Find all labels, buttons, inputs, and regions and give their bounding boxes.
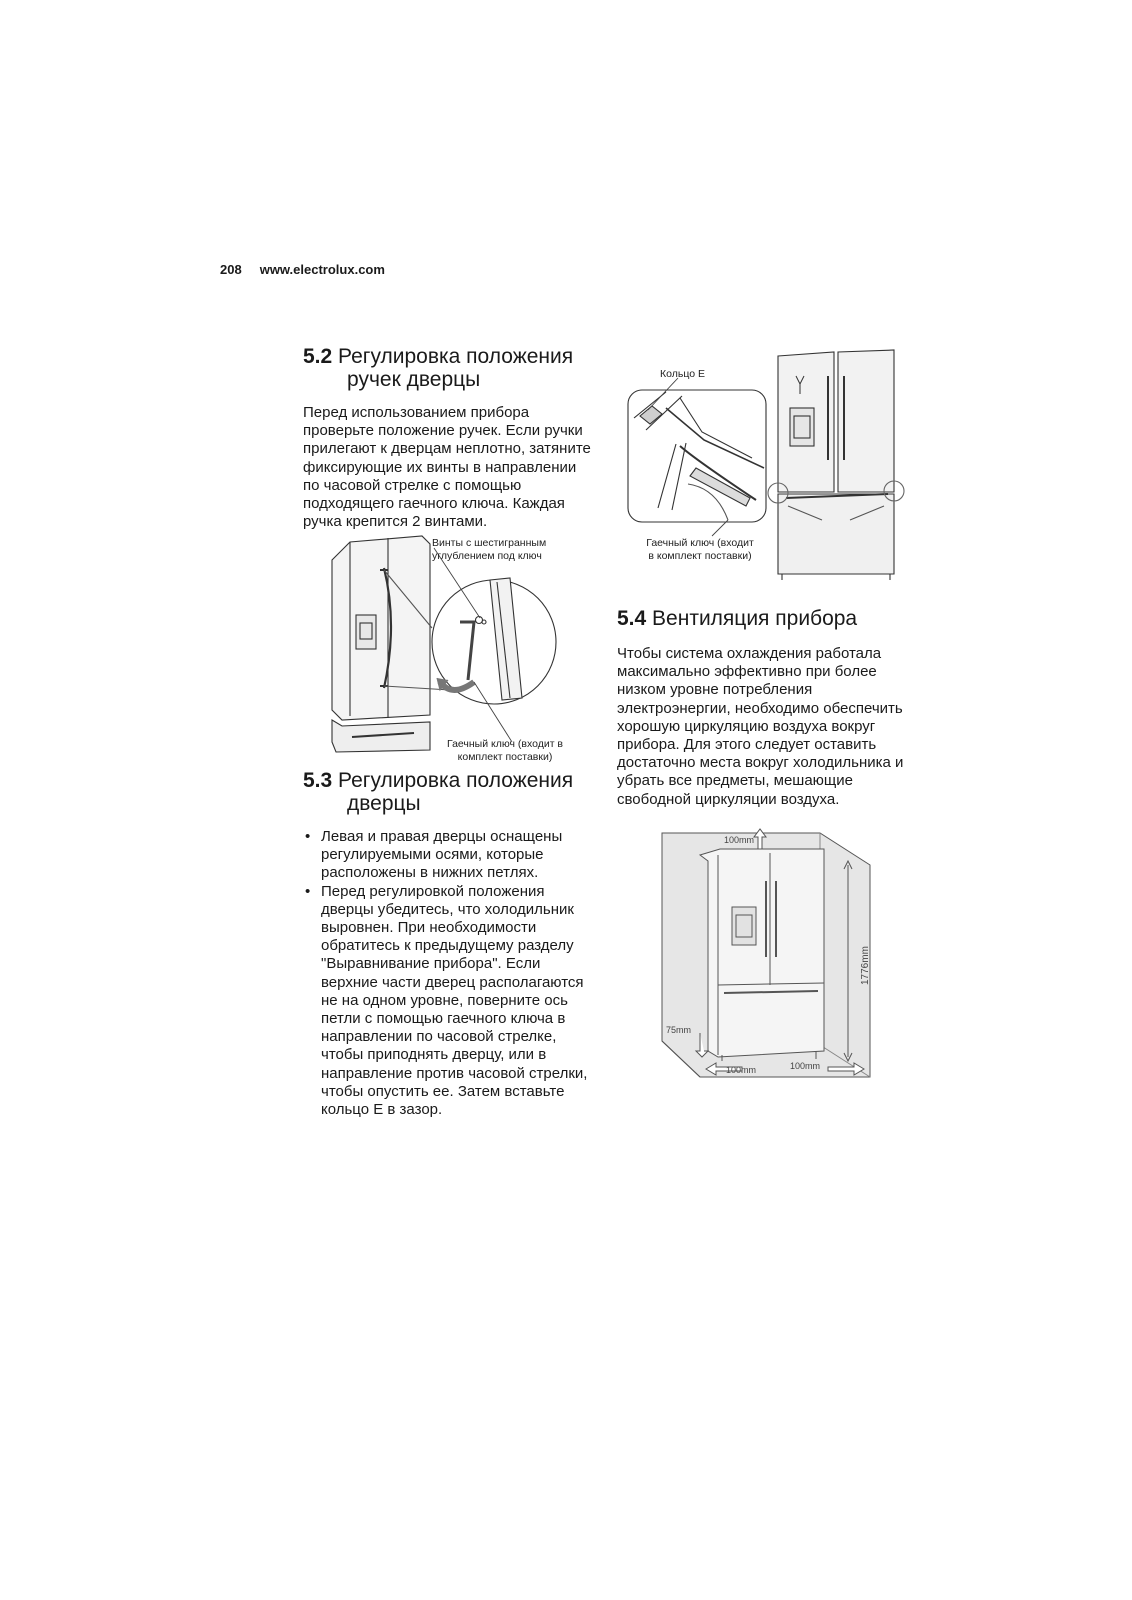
section-5-3-bullets: [303, 828, 595, 1119]
caption-ring-e: Кольцо Е: [660, 368, 705, 380]
section-5-4-body: Чтобы система охлаждения работала максимально эффективно при более низком уровне потребления электроэнергии, необходимо обеспечить хорошую циркуляцию воздуха вокруг прибора. Для этого следует оставить достаточно места вокруг холодильника и убрать все предметы, мешающие свободной циркуляции воздуха.: [617, 645, 904, 808]
dim-bottom-left: 100mm: [726, 1065, 757, 1075]
section-5-3-title: [303, 769, 613, 815]
section-title-line1: Регулировка положения: [338, 769, 574, 792]
page-number: 208: [220, 262, 242, 277]
section-number: 5.3: [303, 769, 333, 792]
ventilation-clearance-illustration: [660, 825, 910, 1087]
dim-height: 1776mm: [860, 946, 871, 985]
handle-screw-figure: [322, 530, 614, 765]
website-link[interactable]: www.electrolux.com: [259, 262, 385, 277]
caption-wrench: [430, 738, 580, 764]
section-5-4-title: [617, 607, 917, 630]
section-5-2-body: Перед использованием прибора проверьте положение ручек. Если ручки прилегают к дверцам неплотно, затяните фиксирующие их винты в направлении по часовой стрелке с помощью подходящего гаечного ключа. Каждая ручка крепится 2 винтами.: [303, 404, 591, 531]
dim-top: 100mm: [724, 835, 755, 845]
caption-wrench-ring: [630, 537, 770, 563]
section-title: Вентиляция прибора: [652, 607, 858, 630]
caption-hex-screws: [432, 537, 592, 563]
section-title-line1: Регулировка положения: [338, 345, 574, 368]
caption-line: углублением под ключ: [432, 550, 542, 562]
page-header: [220, 262, 385, 277]
caption-line: в комплект поставки): [648, 550, 752, 562]
list-item: • Перед регулировкой положения дверцы убедитесь, что холодильник выровнен. При необходимости обратитесь к предыдущему разделу "Выравнивание прибора". Если верхние части дверец располагаются не на одном уровне, поверните ось петли с помощью гаечного ключа в направлении по часовой стрелке, чтобы приподнять дверцу, или в направление против часовой стрелки, чтобы опустить ее. Затем вставьте кольцо Е в зазор.: [303, 883, 595, 1120]
caption-line: комплект поставки): [457, 751, 553, 763]
section-5-2-title: [303, 345, 613, 391]
dim-bottom-right: 100mm: [790, 1061, 821, 1071]
refrigerator-handle-illustration: [322, 530, 614, 765]
section-title-line2: ручек дверцы: [347, 368, 481, 391]
dim-left: 75mm: [666, 1025, 692, 1035]
section-title-line2: дверцы: [347, 792, 421, 815]
section-number: 5.2: [303, 345, 333, 368]
section-number: 5.4: [617, 607, 647, 630]
caption-line: Винты с шестигранным: [432, 537, 547, 549]
ventilation-figure: [660, 825, 910, 1087]
list-item: • Левая и правая дверцы оснащены регулируемыми осями, которые расположены в нижних петлях.: [303, 828, 595, 883]
caption-line: Гаечный ключ (входит: [646, 537, 754, 549]
caption-line: Гаечный ключ (входит в: [446, 738, 563, 750]
